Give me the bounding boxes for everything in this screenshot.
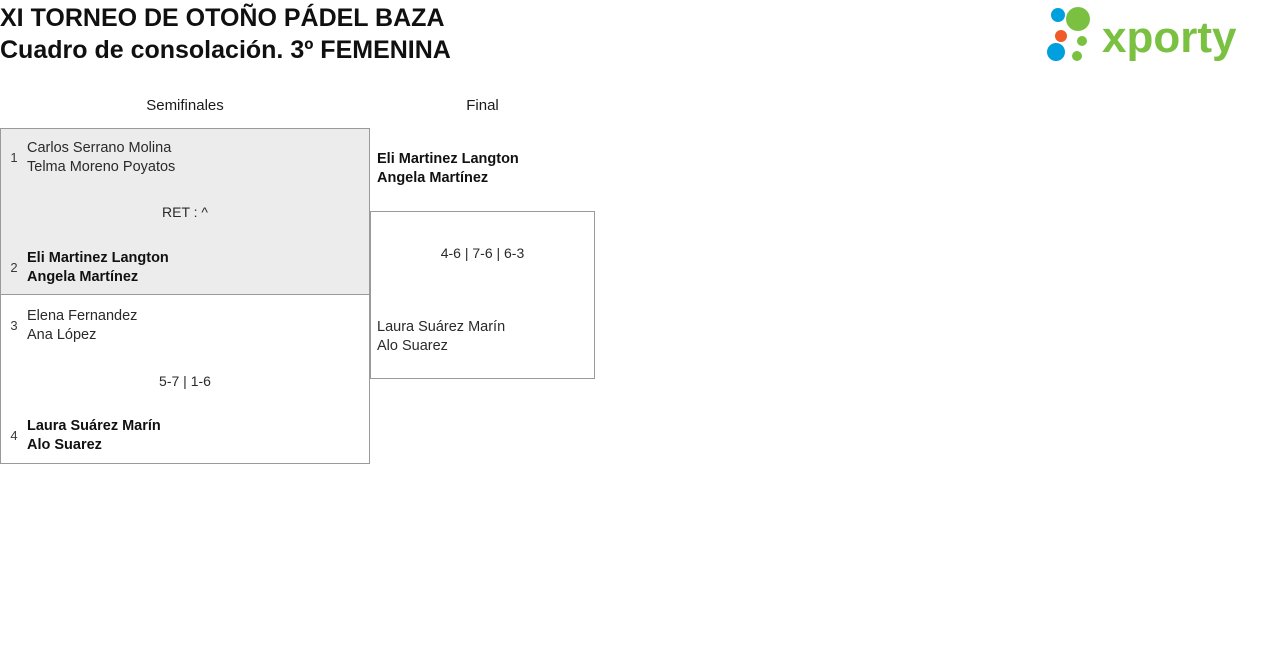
svg-text:xporty: xporty <box>1102 13 1237 62</box>
seed-number: 1 <box>10 150 18 165</box>
title-line-2: Cuadro de consolación. 3º FEMENINA <box>0 36 451 64</box>
player-name: Eli Martinez Langton <box>377 151 519 167</box>
player-name: Angela Martínez <box>27 269 139 285</box>
match-semifinal-2[interactable] <box>0 294 370 464</box>
match-semifinal-1[interactable] <box>0 128 370 295</box>
player-name: Ana López <box>27 327 97 343</box>
player-name: Carlos Serrano Molina <box>27 140 172 156</box>
team-slot[interactable] <box>1 307 137 345</box>
team-slot[interactable] <box>377 150 519 188</box>
xporty-logo[interactable] <box>1044 6 1274 64</box>
player-name: Eli Martinez Langton <box>27 250 169 266</box>
match-score: 5-7 | 1-6 <box>159 373 211 389</box>
title-line-1: XI TORNEO DE OTOÑO PÁDEL BAZA <box>0 4 445 32</box>
player-name: Alo Suarez <box>377 338 448 354</box>
player-name: Laura Suárez Marín <box>27 418 161 434</box>
match-score: RET : ^ <box>162 204 208 220</box>
seed-number: 2 <box>10 260 18 275</box>
seed-number: 4 <box>10 428 18 443</box>
match-score: 4-6 | 7-6 | 6-3 <box>440 245 525 261</box>
team-slot[interactable] <box>1 249 169 287</box>
player-name: Angela Martínez <box>377 170 489 186</box>
round-heading-semifinales: Semifinales <box>146 97 224 114</box>
seed-number: 3 <box>10 318 18 333</box>
tournament-title <box>0 2 451 66</box>
player-name: Alo Suarez <box>27 437 102 453</box>
player-name: Telma Moreno Poyatos <box>27 159 176 175</box>
team-slot[interactable] <box>377 318 505 356</box>
player-name: Laura Suárez Marín <box>377 319 506 335</box>
team-slot[interactable] <box>1 139 175 177</box>
page-header <box>0 0 1280 78</box>
player-name: Elena Fernandez <box>27 308 138 324</box>
team-slot[interactable] <box>1 417 161 455</box>
round-heading-final: Final <box>466 97 499 114</box>
